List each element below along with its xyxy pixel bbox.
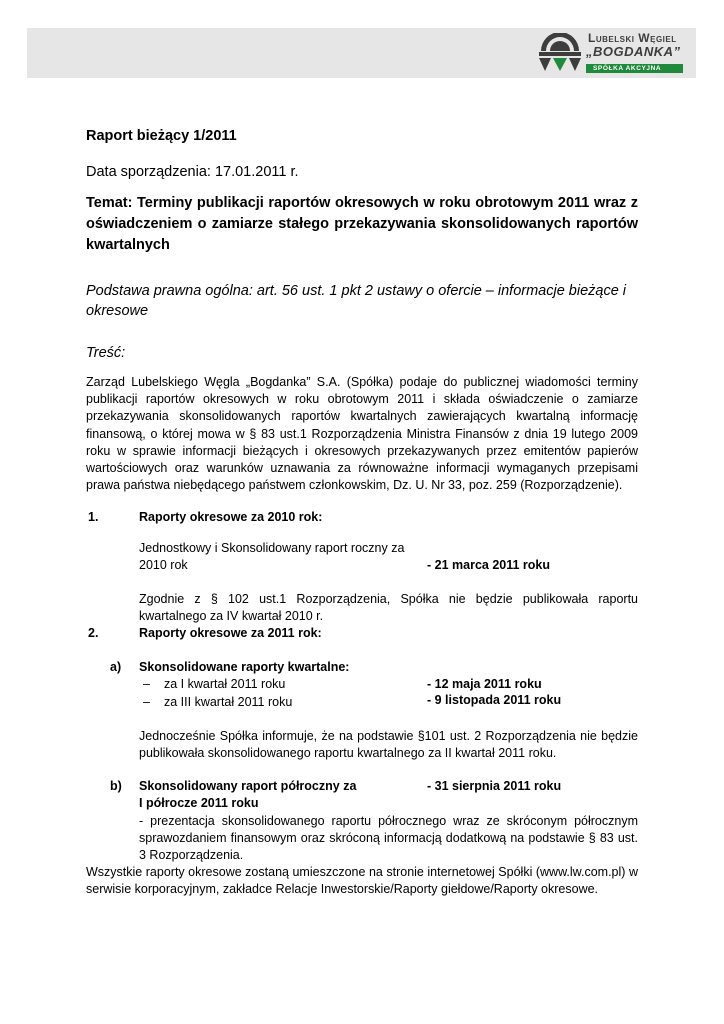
list-dash: – [143, 695, 150, 709]
subsection-b-heading-line2: I półrocze 2011 roku [139, 796, 259, 810]
subsection-a-letter: a) [110, 660, 122, 674]
annual-report-label-line1: Jednostkowy i Skonsolidowany raport roczny za [139, 541, 405, 555]
section-1-note: Zgodnie z § 102 ust.1 Rozporządzenia, Spółka nie będzie publikowała raportu kwartalnego za IV kwartał 2010 r. [139, 592, 638, 624]
q1-report-label: za I kwartał 2011 roku [164, 677, 286, 691]
subsection-a-note: Jednocześnie Spółka informuje, że na podstawie §101 ust. 2 Rozporządzenia nie będzie publikowała skonsolidowanego raportu kwartalnego za II kwartał 2011 roku. [139, 729, 638, 761]
subsection-b-heading-line1: Skonsolidowany raport półroczny za [139, 779, 357, 793]
subsection-a-heading: Skonsolidowane raporty kwartalne: [139, 660, 350, 674]
closing-paragraph: Wszystkie raporty okresowe zostaną umieszczone na stronie internetowej Spółki (www.lw.com.pl) w serwisie korporacyjnym, zakładce Relacje Inwestorskie/Raporty giełdowe/Raporty okresowe. [86, 865, 638, 897]
section-1-heading: Raporty okresowe za 2010 rok: [139, 510, 323, 524]
subsection-b-note: - prezentacja skonsolidowanego raportu półrocznego wraz ze skróconym półrocznym sprawozdaniem finansowym oraz skróconą informacją dodatkową na podstawie § 83 ust. 3 Rozporządzenia. [139, 814, 638, 863]
logo-line-2: „BOGDANKA” [586, 44, 681, 59]
report-subject: Temat: Terminy publikacji raportów okresowych w roku obrotowym 2011 wraz z oświadczeniem o zamiarze stałego przekazywania skonsolidowanych raportów kwartalnych [86, 195, 638, 253]
section-1-number: 1. [88, 510, 99, 524]
legal-basis: Podstawa prawna ogólna: art. 56 ust. 1 pkt 2 ustawy o ofercie – informacje bieżące i okresowe [86, 283, 627, 319]
annual-report-label-line2: 2010 rok [139, 558, 188, 572]
list-dash: – [143, 677, 150, 691]
content-heading: Treść: [86, 345, 126, 361]
section-2-heading: Raporty okresowe za 2011 rok: [139, 626, 322, 640]
half-year-report-date: - 31 sierpnia 2011 roku [427, 779, 562, 793]
report-date: Data sporządzenia: 17.01.2011 r. [86, 164, 299, 180]
logo-line-1: Lubelski Węgiel [588, 31, 677, 45]
mining-wheel-icon [537, 33, 583, 73]
q3-report-date: - 9 listopada 2011 roku [427, 693, 562, 707]
logo-line-3: SPÓŁKA AKCYJNA [593, 65, 662, 72]
intro-paragraph: Zarząd Lubelskiego Węgla „Bogdanka” S.A. (Spółka) podaje do publicznej wiadomości terminy publikacji raportów okresowych w roku obrotowym 2011 i składa oświadczenie o zamiarze przekazywania skonsolidowanych raportów kwartalnych zawierających kwartalną informację finansową, o której mowa w § 83 ust.1 Rozporządzenia Ministra Finansów z dnia 19 lutego 2009 roku w sprawie informacji bieżących i okresowych przekazywanych przez emitentów papierów wartościowych oraz warunków uznawania za równoważne informacji wymaganych przepisami prawa państwa niebędącego państwem członkowskim, Dz. U. Nr 33, poz. 259 (Rozporządzenie). [86, 375, 638, 493]
report-title: Raport bieżący 1/2011 [86, 128, 237, 144]
subsection-b-letter: b) [110, 779, 122, 793]
company-logo [537, 31, 687, 75]
annual-report-date: - 21 marca 2011 roku [427, 558, 550, 572]
q1-report-date: - 12 maja 2011 roku [427, 677, 542, 691]
q3-report-label: za III kwartał 2011 roku [164, 695, 293, 709]
section-2-number: 2. [88, 626, 99, 640]
